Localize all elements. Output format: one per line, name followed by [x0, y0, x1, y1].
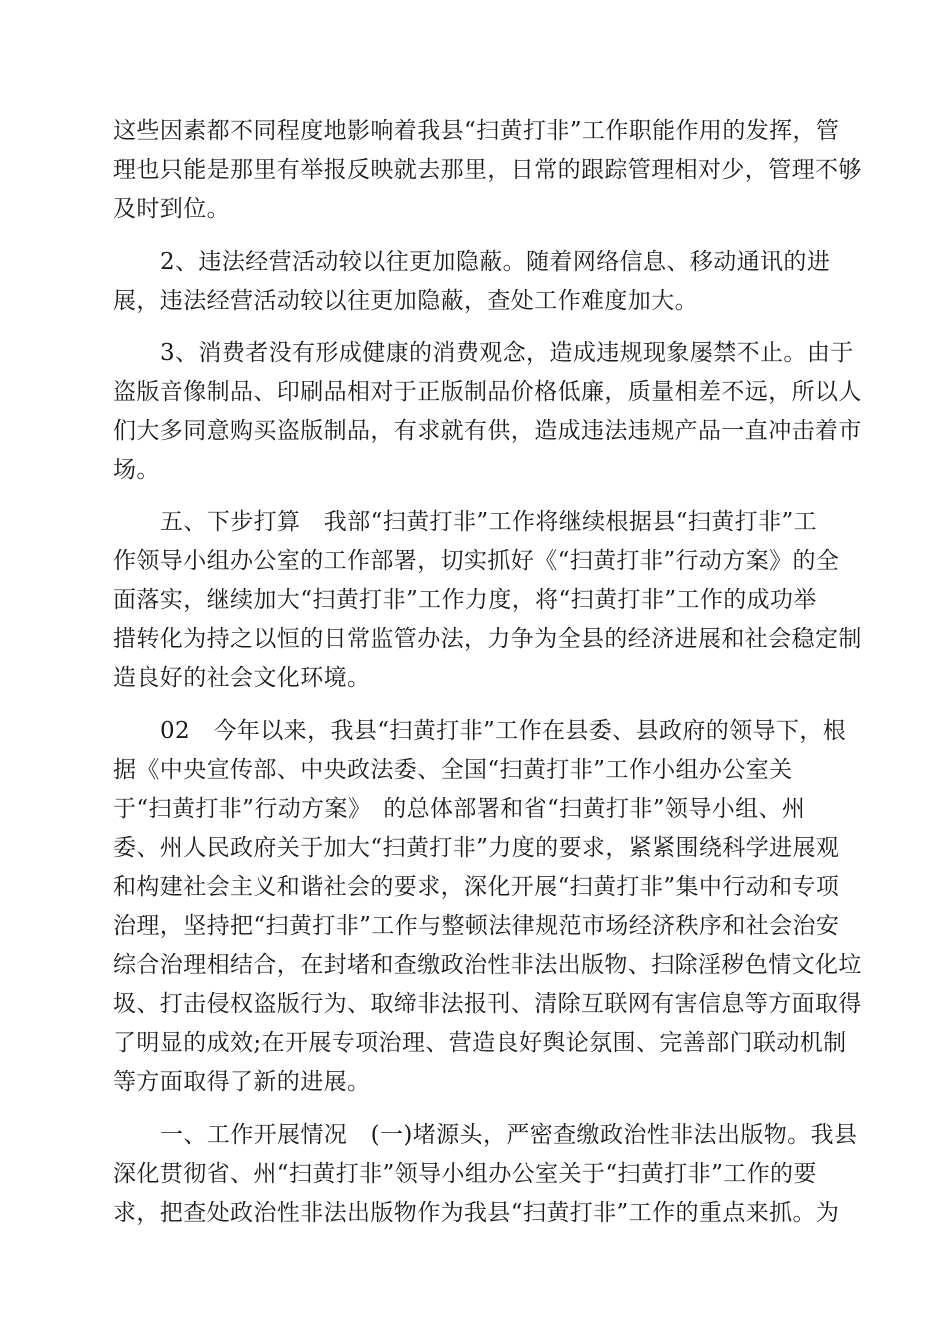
paragraph-5-line-5: 和构建社会主义和谐社会的要求，深化开展“扫黄打非”集中行动和专项	[113, 874, 840, 900]
paragraph-4-line-3: 面落实，继续加大“扫黄打非”工作力度，将“扫黄打非”工作的成功举	[113, 587, 817, 613]
paragraph-4-line-5: 造良好的社会文化环境。	[113, 665, 371, 691]
paragraph-1-line-2: 理也只能是那里有举报反映就去那里，日常的跟踪管理相对少，管理不够	[113, 157, 862, 183]
paragraph-6-line-1: 一、工作开展情况 (一)堵源头，严密查缴政治性非法出版物。我县	[160, 1122, 858, 1148]
paragraph-5-line-8: 圾、打击侵权盗版行为、取缔非法报刊、清除互联网有害信息等方面取得	[113, 991, 862, 1017]
paragraph-5-line-4: 委、州人民政府关于加大“扫黄打非”力度的要求，紧紧围绕科学进展观	[113, 835, 840, 861]
paragraph-1-line-3: 及时到位。	[113, 196, 230, 222]
paragraph-5-line-7: 综合治理相结合，在封堵和查缴政治性非法出版物、扫除淫秽色情文化垃	[113, 952, 862, 978]
paragraph-2-line-1: 2、违法经营活动较以往更加隐蔽。随着网络信息、移动通讯的进	[160, 249, 831, 275]
paragraph-3-line-3: 们大多同意购买盗版制品，有求就有供，造成违法违规产品一直冲击着市	[113, 418, 862, 444]
paragraph-5-line-9: 了明显的成效;在开展专项治理、营造良好舆论氛围、完善部门联动机制	[113, 1030, 847, 1056]
paragraph-2-line-2: 展，违法经营活动较以往更加隐蔽，查处工作难度加大。	[113, 288, 698, 314]
paragraph-4-line-2: 作领导小组办公室的工作部署，切实抓好《“扫黄打非”行动方案》的全	[113, 548, 840, 574]
paragraph-6-line-2: 深化贯彻省、州“扫黄打非”领导小组办公室关于“扫黄打非”工作的要	[113, 1161, 817, 1187]
paragraph-4-line-1: 五、下步打算 我部“扫黄打非”工作将继续根据县“扫黄打非”工	[160, 509, 818, 535]
paragraph-6-line-3: 求，把查处政治性非法出版物作为我县“扫黄打非”工作的重点来抓。为	[113, 1200, 840, 1226]
paragraph-1-line-1: 这些因素都不同程度地影响着我县“扫黄打非”工作职能作用的发挥，管	[113, 118, 840, 144]
paragraph-5-line-2: 据《中央宣传部、中央政法委、全国“扫黄打非”工作小组办公室关	[113, 757, 793, 783]
paragraph-3-line-1: 3、消费者没有形成健康的消费观念，造成违规现象屡禁不止。由于	[160, 340, 854, 366]
paragraph-3-line-4: 场。	[113, 457, 160, 483]
paragraph-3-line-2: 盗版音像制品、印刷品相对于正版制品价格低廉，质量相差不远，所以人	[113, 379, 862, 405]
paragraph-5-line-10: 等方面取得了新的进展。	[113, 1069, 371, 1095]
paragraph-4-line-4: 措转化为持之以恒的日常监管办法，力争为全县的经济进展和社会稳定制	[113, 626, 862, 652]
paragraph-5-line-3: 于“扫黄打非”行动方案》 的总体部署和省“扫黄打非”领导小组、州	[113, 796, 806, 822]
paragraph-5-line-6: 治理，坚持把“扫黄打非”工作与整顿法律规范市场经济秩序和社会治安	[113, 913, 840, 939]
paragraph-5-line-1: 02 今年以来，我县“扫黄打非”工作在县委、县政府的领导下，根	[160, 718, 847, 744]
